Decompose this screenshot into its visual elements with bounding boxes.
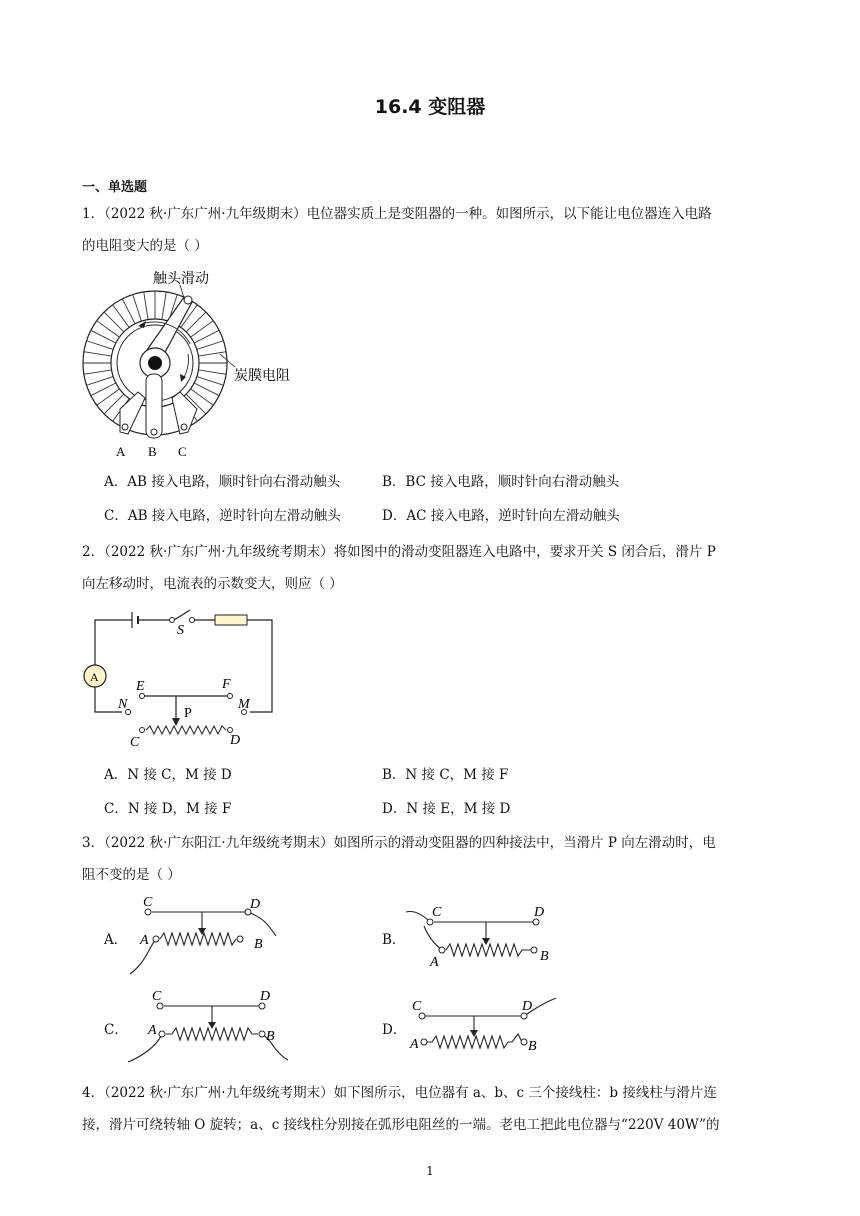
section-heading: 一、单选题 [82,180,148,195]
q1-text-line1: 1．（2022 秋·广东广州·九年级期末）电位器实质上是变阻器的一种。如图所示，以下能让电位器连入电路 [82,206,712,222]
q2-text-line2: 向左移动时，电流表的示数变大，则应（ ） [82,576,343,592]
q3-rheostat-b[interactable] [404,904,564,974]
q2-option-d[interactable]: D．N 接 E，M 接 D [382,801,511,817]
terminal-a-label: A [140,933,149,948]
terminal-m-label: M [238,697,250,712]
terminal-e-label: E [136,679,145,694]
q1-option-d[interactable]: D．AC 接入电路，逆时针向左滑动触头 [382,508,620,524]
q1-option-c[interactable]: C．AB 接入电路，逆时针向左滑动触头 [104,508,341,524]
terminal-a-label: A [148,1023,157,1038]
q3-option-a[interactable]: A． [104,932,128,948]
carbon-film-label: 炭膜电阻 [234,369,290,384]
terminal-n-label: N [118,697,128,712]
q2-option-c[interactable]: C．N 接 D，M 接 F [104,801,232,817]
q1-option-a[interactable]: A．AB 接入电路，顺时针向右滑动触头 [104,474,341,490]
terminal-b-label: B [540,949,549,964]
terminal-c-label: C [412,999,422,1014]
slider-label: 触头滑动 [153,272,209,287]
terminal-c-label: C [152,989,162,1004]
q4-text-line1: 4．（2022 秋·广东广州·九年级统考期末）如下图所示，电位器有 a、b、c 三个接线柱：b 接线柱与滑片连 [82,1085,717,1101]
terminal-d-label: D [230,733,241,748]
q3-text-line2: 阻不变的是（ ） [82,867,181,883]
terminal-b-label: B [266,1029,275,1044]
q3-option-d[interactable]: D． [382,1022,407,1038]
switch-label: S [177,623,184,638]
q3-option-c[interactable]: C． [104,1022,128,1038]
terminal-c-label: C [143,895,153,910]
q1-option-b[interactable]: B．BC 接入电路，顺时针向右滑动触头 [382,474,620,490]
terminal-a-label: A [410,1037,419,1052]
terminal-d-label: D [534,905,545,920]
terminal-b-label: B [254,937,263,952]
q2-option-b[interactable]: B．N 接 C，M 接 F [382,767,509,783]
q4-text-line2: 接，滑片可绕转轴 O 旋转；a、c 接线柱分别接在弧形电阻丝的一端。老电工把此电位器与“220V 40W”的 [82,1117,720,1133]
terminal-c-label: C [178,444,187,459]
q3-option-b[interactable]: B． [382,932,406,948]
q3-rheostat-a[interactable] [128,894,283,976]
page-number: 1 [426,1164,434,1178]
potentiometer-figure [80,264,320,462]
circuit-figure [80,606,280,752]
terminal-a-label: A [430,955,439,970]
q3-rheostat-c[interactable] [126,988,298,1068]
terminal-b-label: B [528,1039,537,1054]
q3-text-line1: 3．（2022 秋·广东阳江·九年级统考期末）如图所示的滑动变阻器的四种接法中，当滑片 P 向左滑动时，电 [82,835,716,851]
q1-text-line2: 的电阻变大的是（ ） [82,238,208,254]
terminal-d-label: D [250,897,261,912]
terminal-a-label: A [116,444,126,459]
terminal-c-label: C [432,905,442,920]
terminal-f-label: F [222,677,231,692]
q2-text-line1: 2．（2022 秋·广东广州·九年级统考期末）将如图中的滑动变阻器连入电路中，要求开关 S 闭合后，滑片 P [82,544,716,560]
q2-option-a[interactable]: A．N 接 C，M 接 D [104,767,232,783]
ammeter-label: A [90,670,99,684]
terminal-d-label: D [522,999,533,1014]
slider-p-label: P [184,706,192,721]
terminal-c-label: C [130,735,140,750]
page-title: 16.4 变阻器 [374,96,486,118]
q3-rheostat-d[interactable] [404,994,564,1058]
terminal-d-label: D [260,989,271,1004]
terminal-b-label: B [148,444,157,459]
